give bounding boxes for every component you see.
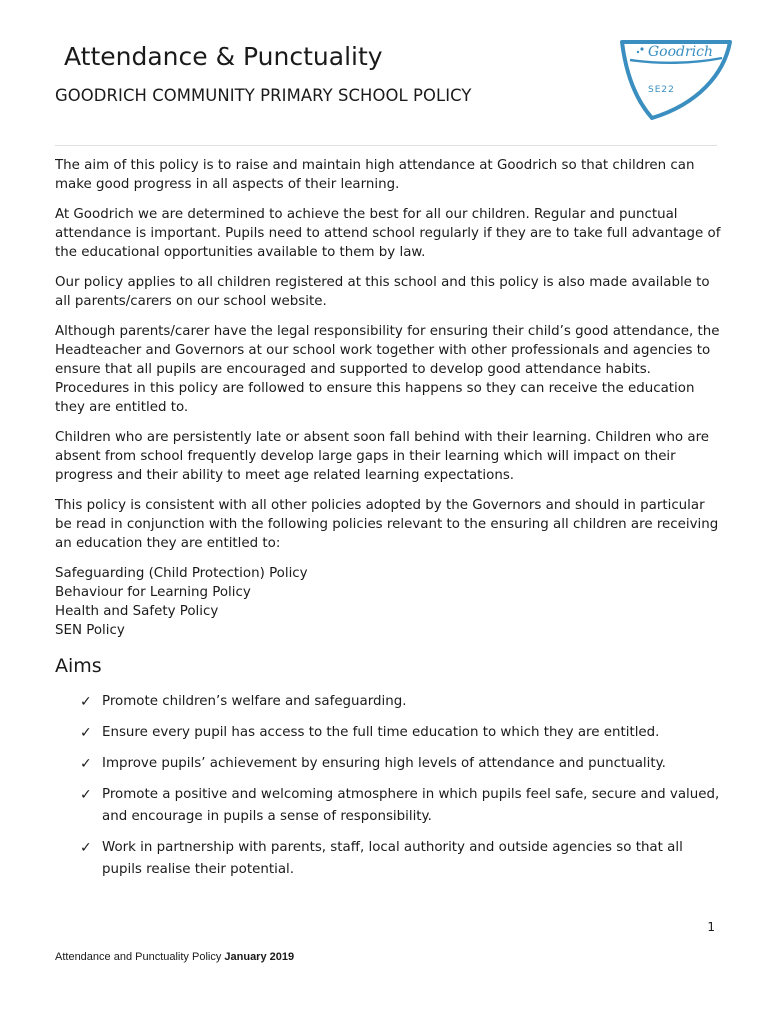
page-number: 1 (707, 920, 715, 934)
aim-text: Promote children’s welfare and safeguarding. (102, 694, 407, 709)
checkmark-icon: ✓ (80, 725, 92, 741)
logo-star-dot (640, 47, 643, 50)
aim-text: Ensure every pupil has access to the full time education to which they are entitled. (102, 725, 660, 740)
logo-postcode: SE22 (648, 85, 675, 95)
aim-item (55, 784, 725, 828)
paragraph-determination: At Goodrich we are determined to achieve the best for all our children. Regular and punctual attendance is important. Pupils need to attend school regularly if they are to take full advantage of the educational opportunities available to them by law. (55, 207, 721, 260)
aims-list (55, 691, 725, 881)
page-title: Attendance & Punctuality (64, 42, 383, 71)
aim-text: Promote a positive and welcoming atmosphere in which pupils feel safe, secure and valued, and encourage in pupils a sense of responsibility. (102, 787, 720, 824)
aim-text: Work in partnership with parents, staff, local authority and outside agencies so that all pupils realise their potential. (102, 840, 683, 877)
aim-text: Improve pupils’ achievement by ensuring high levels of attendance and punctuality. (102, 756, 666, 771)
paragraph-scope: Our policy applies to all children registered at this school and this policy is also made available to all parents/carers on our school website. (55, 275, 710, 309)
checkmark-icon: ✓ (80, 756, 92, 772)
aim-item (55, 837, 725, 881)
paragraph-aim: The aim of this policy is to raise and maintain high attendance at Goodrich so that children can make good progress in all aspects of their learning. (55, 158, 695, 192)
page-subtitle: GOODRICH COMMUNITY PRIMARY SCHOOL POLICY (55, 86, 472, 105)
aim-item (55, 753, 725, 775)
checkmark-icon: ✓ (80, 787, 92, 803)
checkmark-icon: ✓ (80, 694, 92, 710)
aim-item (55, 722, 725, 744)
paragraph-consistency: This policy is consistent with all other policies adopted by the Governors and should in particular be read in conjunction with the following policies relevant to the ensuring all children are receiving an education they are entitled to: (55, 498, 719, 551)
paragraph-responsibility: Although parents/carer have the legal responsibility for ensuring their child’s good attendance, the Headteacher and Governors at our school work together with other professionals and agencies to ensure that all pupils are encouraged and supported to develop good attendance habits. Procedures in this policy are followed to ensure this happens so they can receive the education they are entitled to. (55, 324, 720, 415)
paragraph-absence-impact: Children who are persistently late or absent soon fall behind with their learning. Children who are absent from school frequently develop large gaps in their learning which will impact on their progress and their ability to meet age related learning expectations. (55, 430, 710, 483)
logo-star-dot (637, 51, 639, 53)
page-footer (55, 951, 294, 963)
header-divider (55, 145, 717, 146)
related-policies-list (55, 564, 725, 640)
footer-text: Attendance and Punctuality Policy (55, 951, 225, 963)
related-policy-item: Health and Safety Policy (55, 604, 219, 619)
school-logo (612, 34, 740, 120)
footer-date: January 2019 (224, 951, 295, 963)
logo-name: Goodrich (648, 44, 714, 60)
related-policy-item: SEN Policy (55, 623, 125, 638)
policy-body (55, 156, 725, 890)
checkmark-icon: ✓ (80, 840, 92, 856)
related-policy-item: Behaviour for Learning Policy (55, 585, 251, 600)
related-policy-item: Safeguarding (Child Protection) Policy (55, 566, 308, 581)
aim-item (55, 691, 725, 713)
aims-heading: Aims (55, 655, 102, 677)
